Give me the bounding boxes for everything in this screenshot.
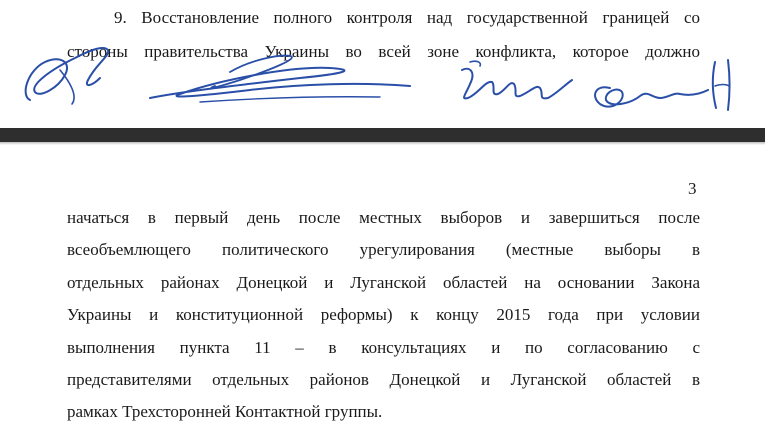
text-line: всеобъемлющего политического урегулирования (местные выборы в <box>67 240 700 259</box>
text-line: рамках Трехсторонней Контактной группы. <box>67 402 383 421</box>
signature-1 <box>26 48 109 104</box>
signature-4 <box>595 60 729 110</box>
page-top-fragment <box>0 0 765 128</box>
text-line: начаться в первый день после местных выборов и завершиться после <box>67 208 700 227</box>
signature-3 <box>462 61 572 98</box>
page-break-shadow <box>0 142 765 145</box>
text-line: представителями отдельных районов Донецкой и Луганской областей в <box>67 370 700 389</box>
page-break <box>0 128 765 142</box>
page-number: 3 <box>688 179 697 198</box>
text-line: 9. Восстановление полного контроля над государственной границей со <box>114 8 700 27</box>
signatures <box>0 0 765 128</box>
text-line: отдельных районах Донецкой и Луганской областей на основании Закона <box>67 273 700 292</box>
text-line: выполнения пункта 11 – в консультациях и по согласованию с <box>67 338 700 357</box>
signature-2 <box>150 56 410 102</box>
text-line: Украины и конституционной реформы) к концу 2015 года при условии <box>67 305 700 324</box>
text-line: стороны правительства Украины во всей зоне конфликта, которое должно <box>67 42 700 61</box>
